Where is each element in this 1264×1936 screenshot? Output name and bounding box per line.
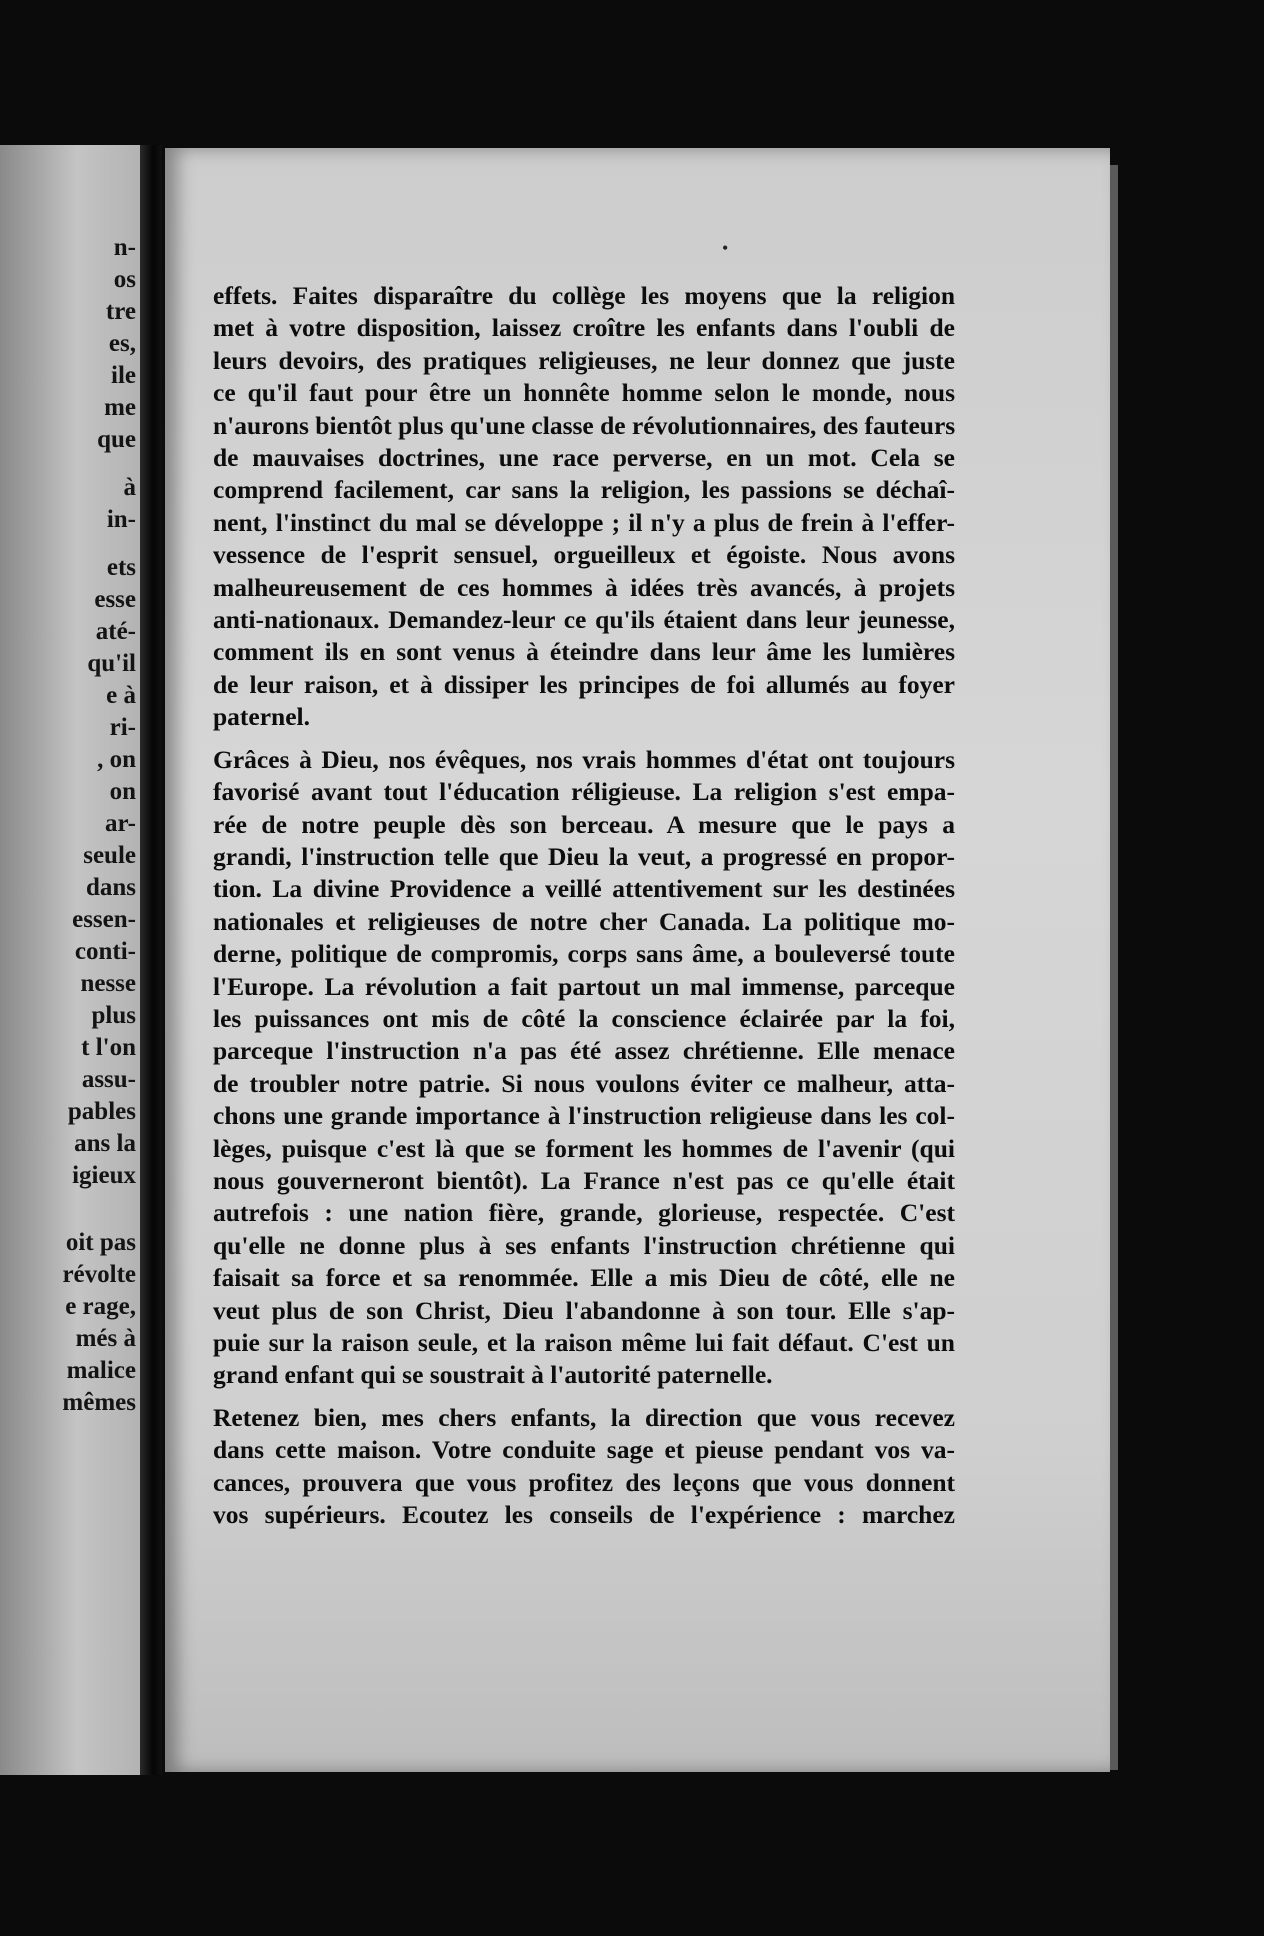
left-page-fragment: à (123, 474, 136, 501)
text-line: comprend facilement, car sans la religion, les passions se déchaî- (213, 475, 955, 505)
left-page-fragment: seule (83, 842, 136, 869)
text-line: paternel. (213, 702, 311, 732)
text-line: favorisé avant tout l'éducation réligieuse. La religion s'est empa- (213, 777, 955, 807)
book-gutter (140, 145, 162, 1775)
left-page-fragment: assu- (81, 1066, 136, 1093)
text-line: met à votre disposition, laissez croître les enfants dans l'oubli de (213, 313, 955, 343)
text-line: n'aurons bientôt plus qu'une classe de révolutionnaires, des fauteurs (213, 410, 956, 440)
text-line: anti-nationaux. Demandez-leur ce qu'ils étaient dans leur jeunesse, (213, 605, 955, 635)
paragraph (213, 1402, 955, 1532)
text-line: faisait sa force et sa renommée. Elle a mis Dieu de côté, elle ne (213, 1263, 955, 1293)
left-page-fragment: qu'il (87, 650, 136, 677)
text-line: Retenez bien, mes chers enfants, la direction que vous recevez (213, 1402, 955, 1432)
text-line: veut plus de son Christ, Dieu l'abandonne à son tour. Elle s'ap- (213, 1295, 955, 1325)
right-page-edge (1110, 165, 1118, 1770)
left-page-fragment: ar- (105, 810, 136, 837)
text-line: nent, l'instinct du mal se développe ; il n'y a plus de frein à l'effer- (213, 507, 955, 537)
left-page-fragment: que (97, 426, 136, 453)
text-line: leurs devoirs, des pratiques religieuses, ne leur donnez que juste (213, 345, 955, 375)
text-line: vos supérieurs. Ecoutez les conseils de l'expérience : marchez (213, 1500, 955, 1530)
left-page-fragment: ans la (74, 1130, 136, 1157)
text-line: parceque l'instruction n'a pas été assez chrétienne. Elle menace (213, 1036, 955, 1066)
left-page-edge (0, 145, 140, 1775)
left-page-fragment: e à (106, 682, 136, 709)
left-page-fragment: plus (91, 1002, 136, 1029)
left-page-fragment: ile (111, 362, 136, 389)
left-page-fragment: n- (113, 234, 136, 261)
left-page-fragment: t l'on (81, 1034, 136, 1061)
left-page-fragment: in- (106, 506, 136, 533)
text-line: malheureusement de ces hommes à idées très avancés, à projets (213, 572, 955, 602)
text-line: derne, politique de compromis, corps sans âme, a bouleversé toute (213, 939, 955, 969)
left-page-fragment: essen- (72, 906, 136, 933)
left-page-fragment: igieux (72, 1162, 136, 1189)
left-page-fragment: ets (106, 554, 136, 581)
text-line: grandi, l'instruction telle que Dieu la veut, a progressé en propor- (213, 841, 955, 871)
text-line: effets. Faites disparaître du collège les moyens que la religion (213, 281, 955, 310)
left-page-fragment: me (104, 394, 136, 421)
text-line: autrefois : une nation fière, grande, glorieuse, respectée. C'est (213, 1198, 955, 1228)
left-page-fragment: os (113, 266, 136, 293)
text-line: chons une grande importance à l'instruction religieuse dans les col- (213, 1101, 955, 1131)
left-page-fragment: pables (67, 1098, 136, 1125)
text-line: Grâces à Dieu, nos évêques, nos vrais hommes d'état ont toujours (213, 744, 955, 774)
text-line: puie sur la raison seule, et la raison même lui fait défaut. C'est un (213, 1328, 955, 1357)
left-page-fragment: es, (108, 330, 136, 357)
paragraph-gap (213, 1392, 955, 1402)
text-line: rée de notre peuple dès son berceau. A mesure que le pays a (213, 809, 955, 839)
text-line: de leur raison, et à dissiper les principes de foi allumés au foyer (213, 669, 955, 699)
paragraph (213, 744, 955, 1392)
text-line: vessence de l'esprit sensuel, orgueilleux et égoiste. Nous avons (213, 540, 955, 570)
left-page-fragment: tre (105, 298, 136, 325)
text-line: dans cette maison. Votre conduite sage et pieuse pendant vos va- (213, 1435, 955, 1465)
left-page-fragment: més à (75, 1325, 136, 1352)
left-page-fragment: nesse (80, 970, 136, 997)
left-page-fragment: oit pas (65, 1229, 136, 1256)
left-page-fragment: malice (66, 1357, 136, 1384)
left-page-fragment: révolte (62, 1261, 136, 1288)
left-page-fragment: ri- (109, 714, 136, 741)
paragraph-gap (213, 734, 955, 744)
page-mark: • (722, 238, 729, 258)
page-text (213, 280, 955, 1531)
text-line: qu'elle ne donne plus à ses enfants l'instruction chrétienne qui (213, 1230, 955, 1260)
left-page-fragment: , on (97, 746, 136, 773)
left-page-fragment: dans (85, 874, 136, 901)
text-line: l'Europe. La révolution a fait partout un mal immense, parceque (213, 971, 955, 1001)
text-line: de troubler notre patrie. Si nous voulons éviter ce malheur, atta- (213, 1068, 955, 1098)
text-line: tion. La divine Providence a veillé attentivement sur les destinées (213, 874, 955, 904)
book-page (165, 148, 1110, 1772)
text-line: les puissances ont mis de côté la conscience éclairée par la foi, (213, 1003, 955, 1033)
text-line: ce qu'il faut pour être un honnête homme selon le monde, nous (213, 378, 955, 408)
paragraph (213, 280, 955, 734)
text-line: lèges, puisque c'est là que se forment les hommes de l'avenir (qui (213, 1133, 955, 1163)
text-line: nationales et religieuses de notre cher Canada. La politique mo- (213, 906, 955, 936)
text-line: cances, prouvera que vous profitez des leçons que vous donnent (213, 1467, 955, 1497)
left-page-fragment: mêmes (62, 1389, 136, 1416)
text-line: de mauvaises doctrines, une race perverse, en un mot. Cela se (213, 443, 955, 473)
text-line: grand enfant qui se soustrait à l'autorité paternelle. (213, 1360, 773, 1390)
text-line: comment ils en sont venus à éteindre dans leur âme les lumières (213, 637, 955, 667)
left-page-fragment: até- (95, 618, 136, 645)
left-page-fragment: on (109, 778, 136, 805)
text-line: nous gouverneront bientôt). La France n'est pas ce qu'elle était (213, 1165, 955, 1195)
left-page-fragment: e rage, (65, 1293, 136, 1320)
left-page-fragment: conti- (74, 938, 136, 965)
left-page-fragment: esse (94, 586, 136, 613)
